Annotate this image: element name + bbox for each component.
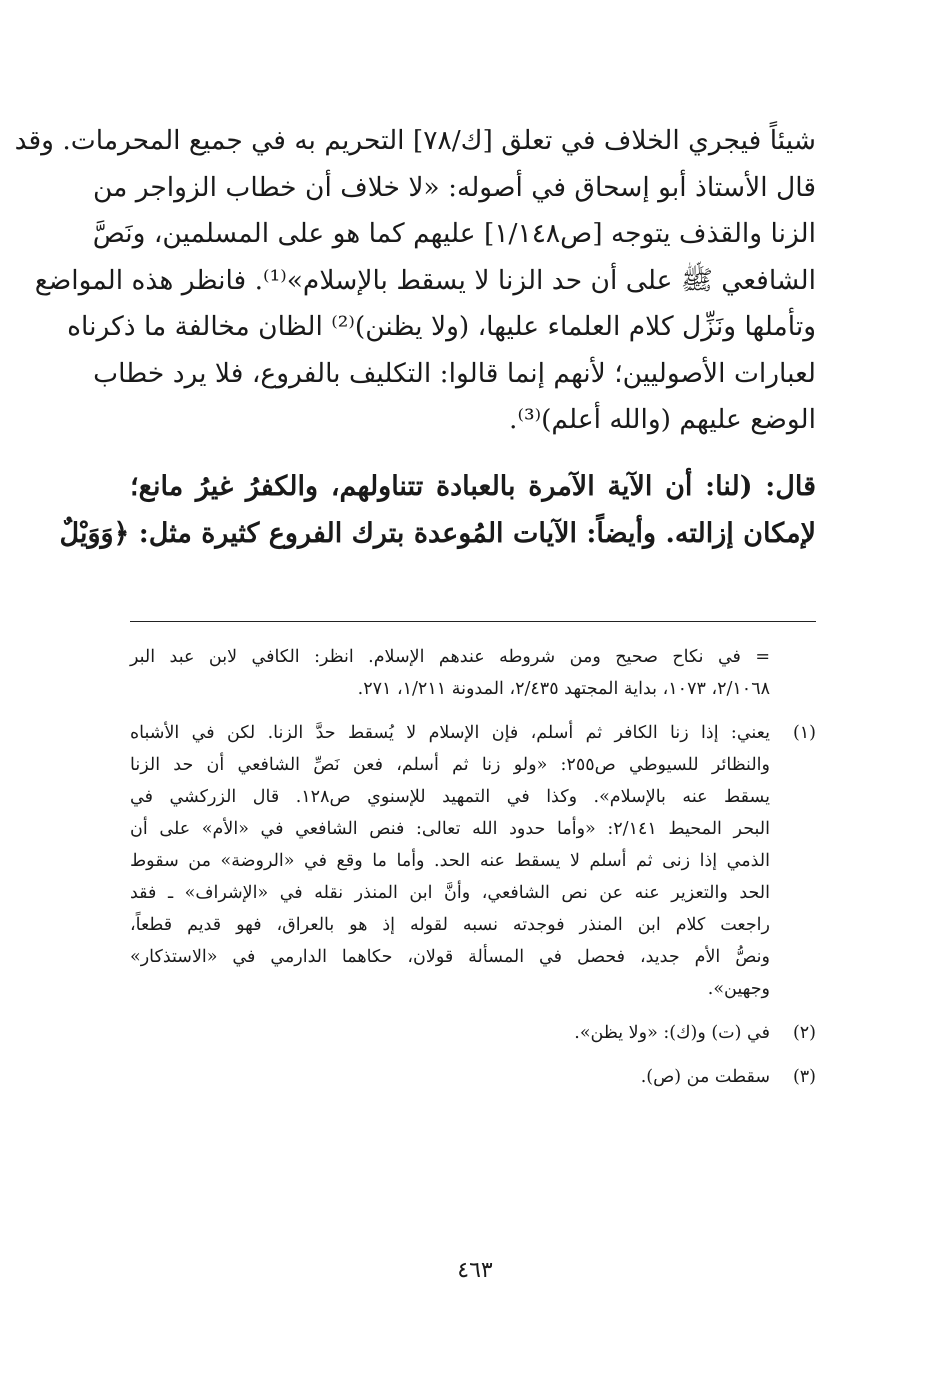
main-text xyxy=(14,118,816,557)
footnotes xyxy=(130,641,816,1093)
main-text-line: وتأملها ونَزِّل كلام العلماء عليها، (ولا يظنن)⁽²⁾ الظان مخالفة ما ذكرناه xyxy=(67,311,816,342)
footnote-line: يسقط عنه بالإسلام». وكذا في التمهيد للإسنوي ص١٢٨. قال الزركشي في xyxy=(130,787,770,807)
main-text-line: شيئاً فيجري الخلاف في تعلق [ك/٧٨] التحريم به في جميع المحرمات. وقد xyxy=(14,125,816,156)
footnote-line: ونصُّ الأم جديد، فحصل في المسألة قولان، حكاهما الدارمي في «الاستذكار» xyxy=(130,947,770,967)
footnote-line: راجعت كلام ابن المنذر فوجدته نسبه لقوله إذ هو بالعراق، فهو قديم قطعاً، xyxy=(130,915,770,935)
footnote-line: وجهين». xyxy=(707,979,770,999)
matn-line: لإمكان إزالته. وأيضاً: الآيات المُوعدة بترك الفروع كثيرة مثل: ﴿وَوَيْلٌ xyxy=(59,517,816,549)
main-text-line: الزنا والقذف يتوجه [ص١/١٤٨] عليهم كما هو على المسلمين، ونَصَّ xyxy=(92,218,816,249)
main-text-line: الشافعي ﷺ على أن حد الزنا لا يسقط بالإسلام»⁽¹⁾. فانظر هذه المواضع xyxy=(34,264,816,296)
footnote-line: في (ت) و(ك): «ولا يظن». xyxy=(574,1023,770,1043)
main-text-line: الوضع عليهم (والله أعلم)⁽³⁾. xyxy=(509,404,816,435)
footnote-line: الذمي إذا زنى ثم أسلم لا يسقط عنه الحد. وأما ما وقع في «الروضة» من سقوط xyxy=(130,851,770,871)
page-number: ٤٦٣ xyxy=(457,1258,493,1283)
main-text-line: لعبارات الأصوليين؛ لأنهم إنما قالوا: التكليف بالفروع، فلا يرد خطاب xyxy=(93,357,816,389)
footnote-marker: (٢) xyxy=(792,1023,816,1043)
footnote-line: والنظائر للسيوطي ص٢٥٥: «ولو زنا ثم أسلم، فعن نَصِّ الشافعي أن حد الزنا xyxy=(130,755,770,775)
footnote-1 xyxy=(130,717,816,1005)
footnote-line: البحر المحيط ٢/١٤١: «وأما حدود الله تعالى: فنص الشافعي في «الأم» على أن xyxy=(130,819,770,839)
footnote-3 xyxy=(130,1061,816,1093)
matn-line: قال: (لنا: أن الآية الآمرة بالعبادة تتناولهم، والكفرُ غيرُ مانع؛ xyxy=(130,470,816,502)
quoted-matn xyxy=(59,463,816,557)
footnote-marker: (٣) xyxy=(792,1067,816,1087)
footnote-separator xyxy=(130,621,816,622)
footnote-line: الحد والتعزير عنه عن نص الشافعي، وأنَّ ابن المنذر نقله في «الإشراف» ـ فقد xyxy=(130,883,770,903)
footnote-marker: (١) xyxy=(792,723,816,743)
footnote-line: = في نكاح صحيح ومن شروطه عندهم الإسلام. انظر: الكافي لابن عبد البر xyxy=(130,647,770,667)
footnote-line: سقطت من (ص). xyxy=(640,1067,770,1087)
footnote-line: ٢/١٠٦٨، ١٠٧٣، بداية المجتهد ٢/٤٣٥، المدونة ١/٢١١، ٢٧١. xyxy=(357,679,770,699)
footnote-line: يعني: إذا زنا الكافر ثم أسلم، فإن الإسلام لا يُسقط حدَّ الزنا. لكن في الأشباه xyxy=(130,723,770,743)
main-text-line: قال الأستاذ أبو إسحاق في أصوله: «لا خلاف أن خطاب الزواجر من xyxy=(92,171,816,203)
footnote-continuation xyxy=(130,641,816,705)
footnote-2 xyxy=(130,1017,816,1049)
